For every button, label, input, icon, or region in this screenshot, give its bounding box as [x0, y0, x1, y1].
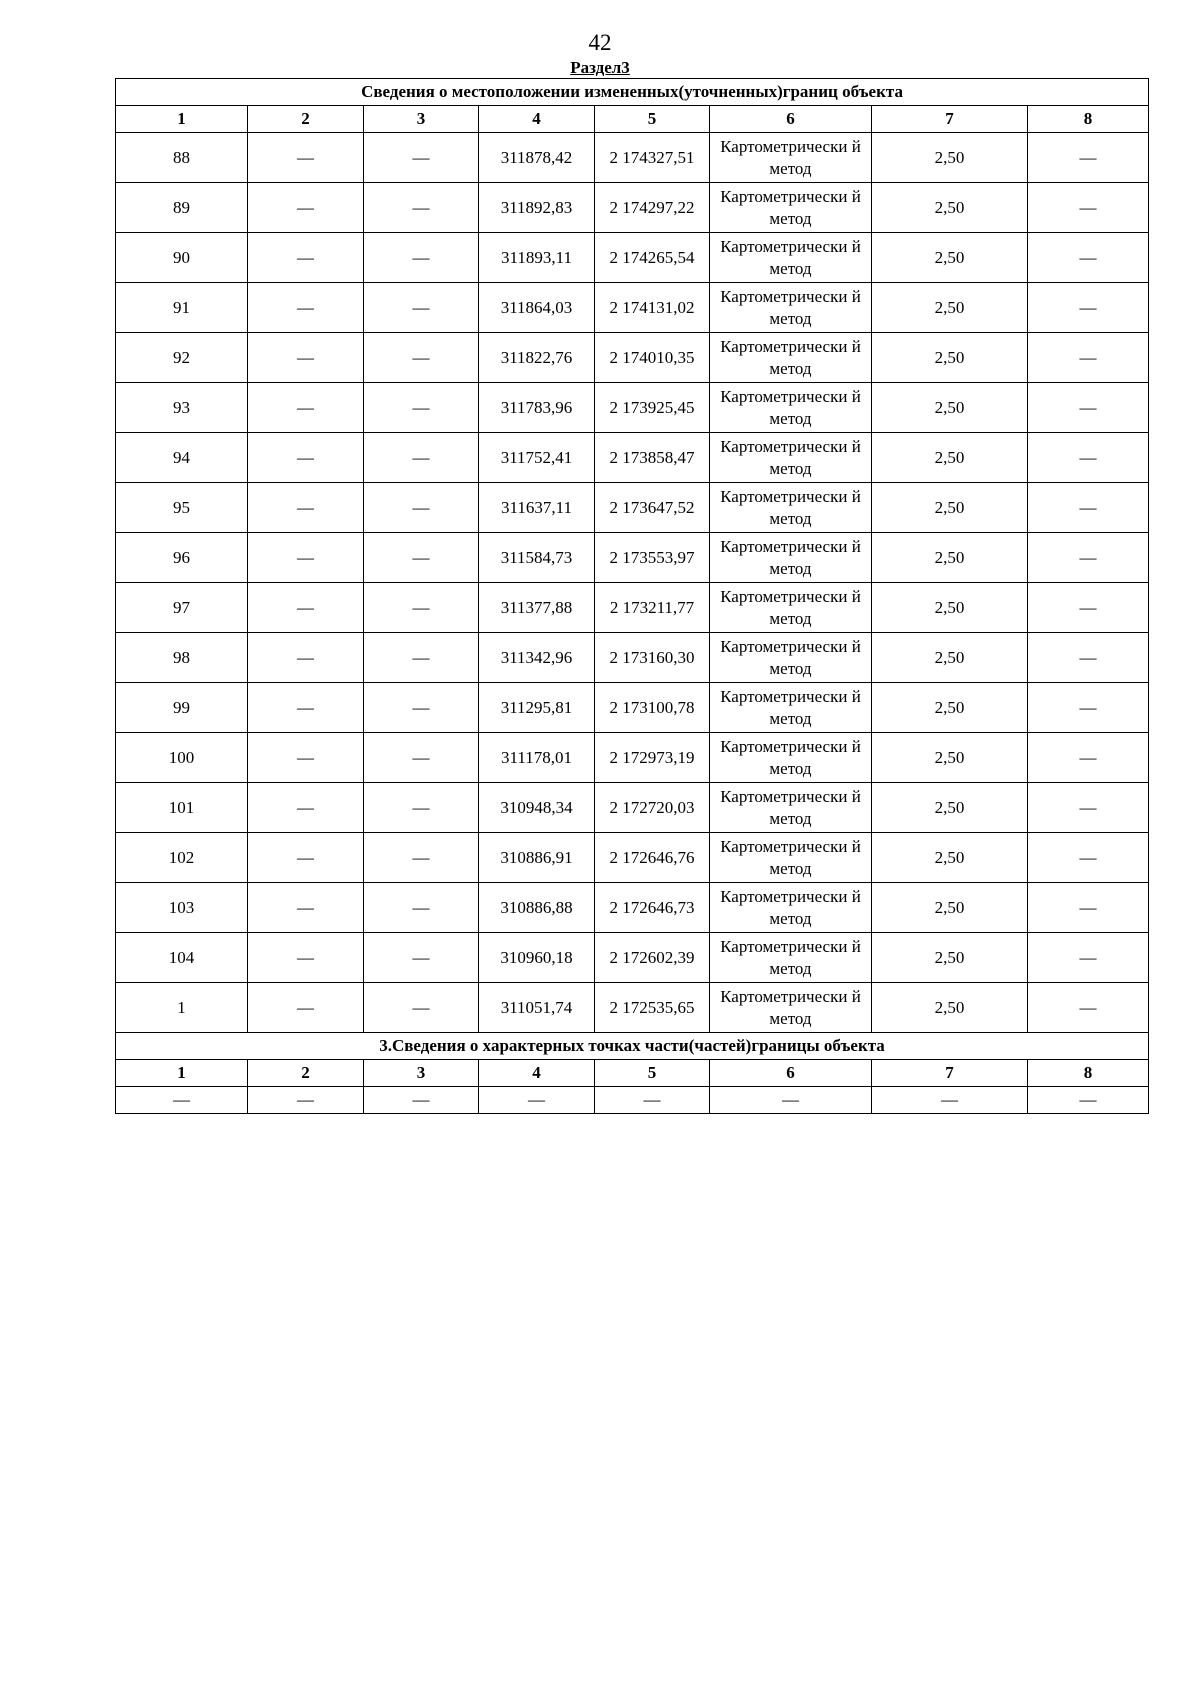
column-header: 4: [479, 106, 595, 133]
x-coordinate-cell: 311783,96: [479, 383, 595, 433]
x-coordinate-cell: 310960,18: [479, 933, 595, 983]
section3-cell: —: [479, 1087, 595, 1114]
column-header: 1: [116, 106, 248, 133]
accuracy-cell: 2,50: [872, 333, 1028, 383]
method-text: Картометрически й метод: [720, 186, 861, 228]
col-8-value-cell: —: [1028, 533, 1149, 583]
col-8-value-cell: —: [1028, 783, 1149, 833]
col-8-value-cell: —: [1028, 683, 1149, 733]
accuracy-cell: 2,50: [872, 983, 1028, 1033]
section3-cell: —: [872, 1087, 1028, 1114]
section3-row: [116, 1087, 1149, 1114]
section3-cell: —: [116, 1087, 248, 1114]
table-row: [116, 833, 1149, 883]
x-coordinate-cell: 311584,73: [479, 533, 595, 583]
point-number-cell: 1: [116, 983, 248, 1033]
col-8-value-cell: —: [1028, 183, 1149, 233]
col-2-value-cell: —: [248, 283, 364, 333]
accuracy-cell: 2,50: [872, 633, 1028, 683]
point-number-cell: 88: [116, 133, 248, 183]
point-number-cell: 101: [116, 783, 248, 833]
x-coordinate-cell: 311178,01: [479, 733, 595, 783]
column-header: 3: [364, 1060, 479, 1087]
method-cell: [710, 733, 872, 783]
x-coordinate-cell: 311864,03: [479, 283, 595, 333]
col-3-value-cell: —: [364, 983, 479, 1033]
col-8-value-cell: —: [1028, 483, 1149, 533]
point-number-cell: 93: [116, 383, 248, 433]
col-2-value-cell: —: [248, 683, 364, 733]
col-3-value-cell: —: [364, 233, 479, 283]
y-coordinate-cell: 2 173211,77: [595, 583, 710, 633]
accuracy-cell: 2,50: [872, 883, 1028, 933]
col-3-value-cell: —: [364, 483, 479, 533]
col-2-value-cell: —: [248, 433, 364, 483]
x-coordinate-cell: 311377,88: [479, 583, 595, 633]
method-cell: [710, 583, 872, 633]
method-text: Картометрически й метод: [720, 286, 861, 328]
method-text: Картометрически й метод: [720, 736, 861, 778]
y-coordinate-cell: 2 172720,03: [595, 783, 710, 833]
method-cell: [710, 683, 872, 733]
col-3-value-cell: —: [364, 883, 479, 933]
x-coordinate-cell: 311295,81: [479, 683, 595, 733]
table-row: [116, 483, 1149, 533]
col-8-value-cell: —: [1028, 633, 1149, 683]
y-coordinate-cell: 2 174297,22: [595, 183, 710, 233]
table-row: [116, 783, 1149, 833]
point-number-cell: 89: [116, 183, 248, 233]
point-number-cell: 90: [116, 233, 248, 283]
col-3-value-cell: —: [364, 133, 479, 183]
table-title: Сведения о местоположении измененных(уточненных)границ объекта: [116, 79, 1149, 106]
method-cell: [710, 233, 872, 283]
col-3-value-cell: —: [364, 733, 479, 783]
point-number-cell: 91: [116, 283, 248, 333]
table-row: [116, 733, 1149, 783]
column-header: 2: [248, 1060, 364, 1087]
col-2-value-cell: —: [248, 833, 364, 883]
column-header: 6: [710, 106, 872, 133]
method-cell: [710, 483, 872, 533]
accuracy-cell: 2,50: [872, 583, 1028, 633]
table-row: [116, 883, 1149, 933]
col-8-value-cell: —: [1028, 933, 1149, 983]
point-number-cell: 95: [116, 483, 248, 533]
method-text: Картометрически й метод: [720, 986, 861, 1028]
col-8-value-cell: —: [1028, 983, 1149, 1033]
x-coordinate-cell: 311893,11: [479, 233, 595, 283]
method-cell: [710, 783, 872, 833]
point-number-cell: 104: [116, 933, 248, 983]
column-header: 1: [116, 1060, 248, 1087]
table-row: [116, 333, 1149, 383]
point-number-cell: 97: [116, 583, 248, 633]
col-2-value-cell: —: [248, 183, 364, 233]
col-2-value-cell: —: [248, 783, 364, 833]
x-coordinate-cell: 311752,41: [479, 433, 595, 483]
method-cell: [710, 633, 872, 683]
accuracy-cell: 2,50: [872, 383, 1028, 433]
method-cell: [710, 383, 872, 433]
point-number-cell: 98: [116, 633, 248, 683]
method-cell: [710, 883, 872, 933]
column-header: 6: [710, 1060, 872, 1087]
point-number-cell: 102: [116, 833, 248, 883]
x-coordinate-cell: 310886,91: [479, 833, 595, 883]
y-coordinate-cell: 2 172646,76: [595, 833, 710, 883]
col-8-value-cell: —: [1028, 233, 1149, 283]
section3-cell: —: [364, 1087, 479, 1114]
section3-cell: —: [710, 1087, 872, 1114]
x-coordinate-cell: 311342,96: [479, 633, 595, 683]
accuracy-cell: 2,50: [872, 783, 1028, 833]
col-3-value-cell: —: [364, 533, 479, 583]
col-2-value-cell: —: [248, 583, 364, 633]
method-cell: [710, 933, 872, 983]
method-text: Картометрически й метод: [720, 586, 861, 628]
method-text: Картометрически й метод: [720, 636, 861, 678]
column-header: 3: [364, 106, 479, 133]
accuracy-cell: 2,50: [872, 733, 1028, 783]
column-header: 2: [248, 106, 364, 133]
col-8-value-cell: —: [1028, 833, 1149, 883]
method-cell: [710, 833, 872, 883]
method-text: Картометрически й метод: [720, 886, 861, 928]
y-coordinate-cell: 2 172973,19: [595, 733, 710, 783]
point-number-cell: 103: [116, 883, 248, 933]
y-coordinate-cell: 2 174327,51: [595, 133, 710, 183]
col-2-value-cell: —: [248, 633, 364, 683]
method-cell: [710, 283, 872, 333]
col-3-value-cell: —: [364, 383, 479, 433]
col-3-value-cell: —: [364, 283, 479, 333]
col-8-value-cell: —: [1028, 283, 1149, 333]
col-3-value-cell: —: [364, 183, 479, 233]
y-coordinate-cell: 2 173553,97: [595, 533, 710, 583]
table-row: [116, 983, 1149, 1033]
column-header: 4: [479, 1060, 595, 1087]
col-2-value-cell: —: [248, 383, 364, 433]
point-number-cell: 94: [116, 433, 248, 483]
table-row: [116, 133, 1149, 183]
col-8-value-cell: —: [1028, 133, 1149, 183]
accuracy-cell: 2,50: [872, 233, 1028, 283]
section3-header-row: [116, 1060, 1149, 1087]
col-2-value-cell: —: [248, 483, 364, 533]
page-number: 42: [588, 30, 612, 55]
section3-cell: —: [1028, 1087, 1149, 1114]
col-2-value-cell: —: [248, 333, 364, 383]
col-8-value-cell: —: [1028, 383, 1149, 433]
y-coordinate-cell: 2 174131,02: [595, 283, 710, 333]
method-text: Картометрически й метод: [720, 436, 861, 478]
table-row: [116, 183, 1149, 233]
method-text: Картометрически й метод: [720, 336, 861, 378]
y-coordinate-cell: 2 173160,30: [595, 633, 710, 683]
method-text: Картометрически й метод: [720, 136, 861, 178]
y-coordinate-cell: 2 173100,78: [595, 683, 710, 733]
column-header: 7: [872, 1060, 1028, 1087]
column-header: 8: [1028, 1060, 1149, 1087]
method-text: Картометрически й метод: [720, 686, 861, 728]
table-row: [116, 283, 1149, 333]
col-2-value-cell: —: [248, 133, 364, 183]
col-8-value-cell: —: [1028, 733, 1149, 783]
col-2-value-cell: —: [248, 933, 364, 983]
y-coordinate-cell: 2 174010,35: [595, 333, 710, 383]
y-coordinate-cell: 2 172646,73: [595, 883, 710, 933]
col-3-value-cell: —: [364, 583, 479, 633]
accuracy-cell: 2,50: [872, 133, 1028, 183]
table-row: [116, 533, 1149, 583]
col-3-value-cell: —: [364, 933, 479, 983]
table-row: [116, 633, 1149, 683]
col-8-value-cell: —: [1028, 333, 1149, 383]
col-3-value-cell: —: [364, 633, 479, 683]
x-coordinate-cell: 311051,74: [479, 983, 595, 1033]
method-text: Картометрически й метод: [720, 486, 861, 528]
column-header: 5: [595, 106, 710, 133]
table-row: [116, 683, 1149, 733]
accuracy-cell: 2,50: [872, 433, 1028, 483]
method-text: Картометрически й метод: [720, 936, 861, 978]
column-header-row: [116, 106, 1149, 133]
point-number-cell: 96: [116, 533, 248, 583]
method-cell: [710, 533, 872, 583]
method-cell: [710, 333, 872, 383]
col-2-value-cell: —: [248, 883, 364, 933]
table-row: [116, 383, 1149, 433]
method-cell: [710, 983, 872, 1033]
col-2-value-cell: —: [248, 233, 364, 283]
method-text: Картометрически й метод: [720, 786, 861, 828]
point-number-cell: 92: [116, 333, 248, 383]
y-coordinate-cell: 2 173647,52: [595, 483, 710, 533]
method-text: Картометрически й метод: [720, 536, 861, 578]
point-number-cell: 100: [116, 733, 248, 783]
table-row: [116, 233, 1149, 283]
section3-cell: —: [595, 1087, 710, 1114]
x-coordinate-cell: 311637,11: [479, 483, 595, 533]
col-8-value-cell: —: [1028, 883, 1149, 933]
x-coordinate-cell: 310886,88: [479, 883, 595, 933]
accuracy-cell: 2,50: [872, 833, 1028, 883]
accuracy-cell: 2,50: [872, 683, 1028, 733]
method-cell: [710, 433, 872, 483]
section-heading: Раздел3: [570, 58, 630, 77]
x-coordinate-cell: 310948,34: [479, 783, 595, 833]
col-2-value-cell: —: [248, 533, 364, 583]
method-text: Картометрически й метод: [720, 836, 861, 878]
section3-cell: —: [248, 1087, 364, 1114]
table-row: [116, 433, 1149, 483]
accuracy-cell: 2,50: [872, 533, 1028, 583]
col-3-value-cell: —: [364, 683, 479, 733]
col-3-value-cell: —: [364, 333, 479, 383]
y-coordinate-cell: 2 173925,45: [595, 383, 710, 433]
boundary-table: [115, 78, 1149, 1114]
x-coordinate-cell: 311822,76: [479, 333, 595, 383]
column-header: 7: [872, 106, 1028, 133]
column-header: 8: [1028, 106, 1149, 133]
y-coordinate-cell: 2 174265,54: [595, 233, 710, 283]
col-3-value-cell: —: [364, 783, 479, 833]
method-text: Картометрически й метод: [720, 386, 861, 428]
y-coordinate-cell: 2 173858,47: [595, 433, 710, 483]
accuracy-cell: 2,50: [872, 283, 1028, 333]
col-2-value-cell: —: [248, 733, 364, 783]
accuracy-cell: 2,50: [872, 483, 1028, 533]
accuracy-cell: 2,50: [872, 933, 1028, 983]
col-3-value-cell: —: [364, 833, 479, 883]
method-cell: [710, 183, 872, 233]
table-row: [116, 933, 1149, 983]
col-3-value-cell: —: [364, 433, 479, 483]
accuracy-cell: 2,50: [872, 183, 1028, 233]
method-cell: [710, 133, 872, 183]
method-text: Картометрически й метод: [720, 236, 861, 278]
table-row: [116, 583, 1149, 633]
col-2-value-cell: —: [248, 983, 364, 1033]
section3-title: 3.Сведения о характерных точках части(частей)границы объекта: [116, 1033, 1149, 1060]
x-coordinate-cell: 311878,42: [479, 133, 595, 183]
col-8-value-cell: —: [1028, 433, 1149, 483]
col-8-value-cell: —: [1028, 583, 1149, 633]
column-header: 5: [595, 1060, 710, 1087]
y-coordinate-cell: 2 172602,39: [595, 933, 710, 983]
point-number-cell: 99: [116, 683, 248, 733]
y-coordinate-cell: 2 172535,65: [595, 983, 710, 1033]
x-coordinate-cell: 311892,83: [479, 183, 595, 233]
